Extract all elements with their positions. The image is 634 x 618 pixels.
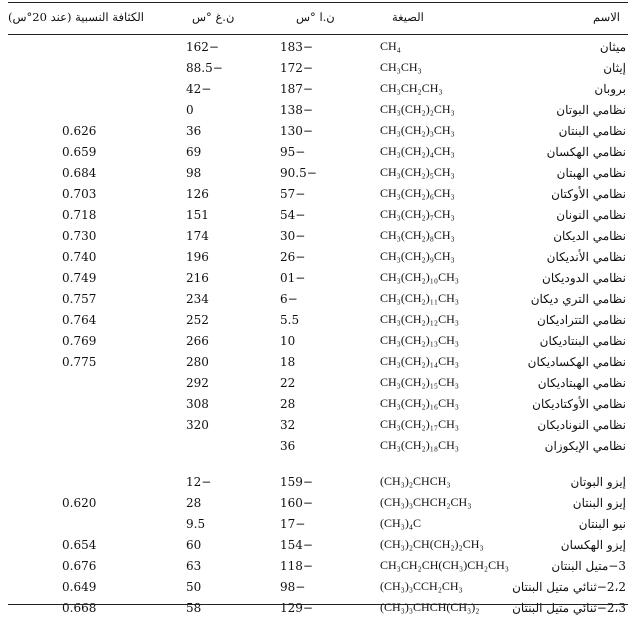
melting-point-cell: 30− — [280, 228, 306, 243]
name-cell: نظامي البوتان — [556, 102, 626, 117]
density-cell: 0.757 — [62, 291, 97, 306]
name-cell: نظامي الأوكتان — [551, 186, 626, 201]
density-cell: 0.620 — [62, 495, 97, 510]
formula-cell: CH₃(CH₂)₄CH₃ — [380, 144, 455, 158]
boiling-point-cell: 216 — [186, 270, 209, 285]
formula-cell: CH₃CH₂CH(CH₃)CH₂CH₃ — [380, 558, 509, 572]
boiling-point-cell: 151 — [186, 207, 209, 222]
melting-point-cell: 18 — [280, 354, 296, 369]
melting-point-cell: 22 — [280, 375, 296, 390]
formula-cell: CH₃(CH₂)₁₄CH₃ — [380, 354, 459, 368]
group-separator-cell — [0, 456, 634, 471]
boiling-point-cell: 63 — [186, 558, 202, 573]
formula-cell: CH₃(CH₂)₁₂CH₃ — [380, 312, 459, 326]
name-cell: نظامي الهبتاديكان — [537, 375, 626, 390]
density-cell — [0, 414, 120, 435]
boiling-point-cell: 50 — [186, 579, 202, 594]
name-cell: نظامي الهكسان — [546, 144, 626, 159]
data-table — [0, 36, 634, 618]
melting-point-cell: 01− — [280, 270, 306, 285]
boiling-point-cell: 162− — [186, 39, 219, 54]
density-cell: 0.730 — [62, 228, 97, 243]
formula-cell: CH₃(CH₂)₁₆CH₃ — [380, 396, 459, 410]
header-formula: الصيغة — [392, 10, 424, 24]
melting-point-cell: 36 — [280, 438, 296, 453]
density-cell: 0.749 — [62, 270, 97, 285]
name-cell: 2،3−ثنائي متيل البنتان — [512, 600, 626, 615]
density-cell — [0, 372, 120, 393]
melting-point-cell: 159− — [280, 474, 313, 489]
table-row — [0, 246, 634, 267]
formula-cell: CH₃(CH₂)₁₅CH₃ — [380, 375, 459, 389]
boiling-point-cell: 266 — [186, 333, 209, 348]
boiling-point-cell: 280 — [186, 354, 209, 369]
table-row — [0, 309, 634, 330]
formula-cell: CH₃(CH₂)₆CH₃ — [380, 186, 455, 200]
boiling-point-cell: 9.5 — [186, 516, 206, 531]
melting-point-cell: 160− — [280, 495, 313, 510]
melting-point-cell: 6− — [280, 291, 298, 306]
header-rule — [8, 34, 628, 35]
formula-cell: (CH₃)₃CHCH₂CH₃ — [380, 495, 472, 509]
table-row — [0, 183, 634, 204]
formula-cell: CH₃(CH₂)₃CH₃ — [380, 123, 455, 137]
bottom-rule — [8, 604, 628, 605]
melting-point-cell: 95− — [280, 144, 306, 159]
density-cell: 0.676 — [62, 558, 97, 573]
formula-cell: CH₃(CH₂)₈CH₃ — [380, 228, 455, 242]
boiling-point-cell: 234 — [186, 291, 209, 306]
density-cell — [0, 435, 120, 456]
header-boiling-point: ن.غ °س — [192, 10, 235, 24]
name-cell: نظامي التتراديكان — [536, 312, 626, 327]
table-row — [0, 435, 634, 456]
boiling-point-cell: 196 — [186, 249, 209, 264]
table-row — [0, 99, 634, 120]
boiling-point-cell: 60 — [186, 537, 202, 552]
boiling-point-cell: 12− — [186, 474, 212, 489]
name-cell: ميثان — [599, 39, 626, 54]
name-cell: نظامي الدوديكان — [542, 270, 626, 285]
formula-cell: CH₃(CH₂)₉CH₃ — [380, 249, 455, 263]
density-cell: 0.769 — [62, 333, 97, 348]
formula-cell: CH₃CH₂CH₃ — [380, 81, 443, 95]
formula-cell: (CH₃)₂CH(CH₂)₂CH₃ — [380, 537, 484, 551]
melting-point-cell: 130− — [280, 123, 313, 138]
name-cell: إيزو البنتان — [572, 495, 626, 510]
formula-cell: CH₃(CH₂)₁₇CH₃ — [380, 417, 459, 431]
boiling-point-cell — [120, 435, 240, 456]
density-cell — [0, 99, 120, 120]
density-cell: 0.703 — [62, 186, 97, 201]
table-row — [0, 492, 634, 513]
name-cell: بروبان — [594, 81, 626, 96]
melting-point-cell: 90.5− — [280, 165, 317, 180]
table-row — [0, 267, 634, 288]
name-cell: نظامي التري ديكان — [530, 291, 626, 306]
density-cell — [0, 393, 120, 414]
table-row — [0, 534, 634, 555]
boiling-point-cell: 308 — [186, 396, 209, 411]
density-cell: 0.740 — [62, 249, 97, 264]
formula-cell: CH₃(CH₂)₅CH₃ — [380, 165, 455, 179]
formula-cell: (CH₃)₄C — [380, 516, 422, 530]
name-cell: نظامي البنتان — [558, 123, 626, 138]
formula-cell: CH₃(CH₂)₁₈CH₃ — [380, 438, 459, 452]
boiling-point-cell: 174 — [186, 228, 209, 243]
melting-point-cell: 17− — [280, 516, 306, 531]
density-cell: 0.659 — [62, 144, 97, 159]
melting-point-cell: 54− — [280, 207, 306, 222]
name-cell: 2،2−ثنائي متيل البنتان — [512, 579, 626, 594]
density-cell — [0, 471, 120, 492]
formula-cell: CH₃(CH₂)₁₀CH₃ — [380, 270, 459, 284]
top-rule — [8, 2, 628, 3]
boiling-point-cell: 28 — [186, 495, 202, 510]
formula-cell: (CH₃)₃CCH₂CH₃ — [380, 579, 463, 593]
boiling-point-cell: 292 — [186, 375, 209, 390]
boiling-point-cell: 88.5− — [186, 60, 223, 75]
formula-cell: CH₃(CH₂)₁₁CH₃ — [380, 291, 459, 305]
melting-point-cell: 154− — [280, 537, 313, 552]
name-cell: نيو البنتان — [578, 516, 626, 531]
table-row — [0, 204, 634, 225]
formula-cell: (CH₃)₃CHCH(CH₃)₂ — [380, 600, 480, 614]
name-cell: نظامي البنتاديكان — [539, 333, 626, 348]
boiling-point-cell: 42− — [186, 81, 212, 96]
boiling-point-cell: 126 — [186, 186, 209, 201]
boiling-point-cell: 58 — [186, 600, 202, 615]
boiling-point-cell: 69 — [186, 144, 202, 159]
density-cell: 0.654 — [62, 537, 97, 552]
name-cell: إيثان — [603, 60, 626, 75]
table-row — [0, 330, 634, 351]
melting-point-cell: 98− — [280, 579, 306, 594]
table-row — [0, 576, 634, 597]
melting-point-cell: 118− — [280, 558, 313, 573]
name-cell: إيزو الهكسان — [560, 537, 626, 552]
density-cell: 0.626 — [62, 123, 97, 138]
table-row — [0, 162, 634, 183]
group-separator — [0, 456, 634, 471]
header-name: الاسم — [592, 10, 620, 24]
name-cell: نظامي الأوكتاديكان — [532, 396, 626, 411]
formula-cell: CH₃(CH₂)₂CH₃ — [380, 102, 455, 116]
table-row — [0, 597, 634, 618]
table-row — [0, 225, 634, 246]
density-cell: 0.649 — [62, 579, 97, 594]
melting-point-cell: 5.5 — [280, 312, 300, 327]
boiling-point-cell: 36 — [186, 123, 202, 138]
formula-cell: CH₃(CH₂)₇CH₃ — [380, 207, 455, 221]
name-cell: نظامي الهبتان — [556, 165, 626, 180]
density-cell — [0, 513, 120, 534]
name-cell: 3−متيل البنتان — [551, 558, 626, 573]
boiling-point-cell: 0 — [186, 102, 194, 117]
table-row — [0, 393, 634, 414]
table-row — [0, 555, 634, 576]
table-row — [0, 36, 634, 57]
table-row — [0, 471, 634, 492]
density-cell: 0.684 — [62, 165, 97, 180]
melting-point-cell: 57− — [280, 186, 306, 201]
melting-point-cell: 28 — [280, 396, 296, 411]
density-cell: 0.764 — [62, 312, 97, 327]
formula-cell: CH₃CH₃ — [380, 60, 422, 74]
boiling-point-cell: 252 — [186, 312, 209, 327]
melting-point-cell: 10 — [280, 333, 296, 348]
melting-point-cell: 172− — [280, 60, 313, 75]
table-row — [0, 288, 634, 309]
density-cell: 0.775 — [62, 354, 97, 369]
name-cell: نظامي الإيكوزان — [544, 438, 626, 453]
melting-point-cell: 129− — [280, 600, 313, 615]
table-row — [0, 351, 634, 372]
melting-point-cell: 187− — [280, 81, 313, 96]
header-melting-point: ن.ا °س — [296, 10, 335, 24]
melting-point-cell: 138− — [280, 102, 313, 117]
boiling-point-cell: 98 — [186, 165, 202, 180]
formula-cell: (CH₃)₂CHCH₃ — [380, 474, 451, 488]
table-row — [0, 120, 634, 141]
header-density: الكثافة النسبية (عند 20°س) — [8, 10, 144, 24]
formula-cell: CH₄ — [380, 39, 401, 53]
name-cell: إيزو البوتان — [570, 474, 626, 489]
density-cell — [0, 78, 120, 99]
table-row — [0, 78, 634, 99]
melting-point-cell: 32 — [280, 417, 296, 432]
table-row — [0, 414, 634, 435]
density-cell: 0.718 — [62, 207, 97, 222]
name-cell: نظامي الديكان — [553, 228, 626, 243]
density-cell — [0, 36, 120, 57]
boiling-point-cell: 320 — [186, 417, 209, 432]
formula-cell: CH₃(CH₂)₁₃CH₃ — [380, 333, 459, 347]
density-cell: 0.668 — [62, 600, 97, 615]
name-cell: نظامي الأنديكان — [546, 249, 626, 264]
table-row — [0, 57, 634, 78]
density-cell — [0, 57, 120, 78]
table-row — [0, 513, 634, 534]
melting-point-cell: 26− — [280, 249, 306, 264]
name-cell: نظامي النونان — [556, 207, 626, 222]
name-cell: نظامي الهكساديكان — [527, 354, 626, 369]
melting-point-cell: 183− — [280, 39, 313, 54]
table-row — [0, 372, 634, 393]
name-cell: نظامي النوناديكان — [537, 417, 626, 432]
table-row — [0, 141, 634, 162]
